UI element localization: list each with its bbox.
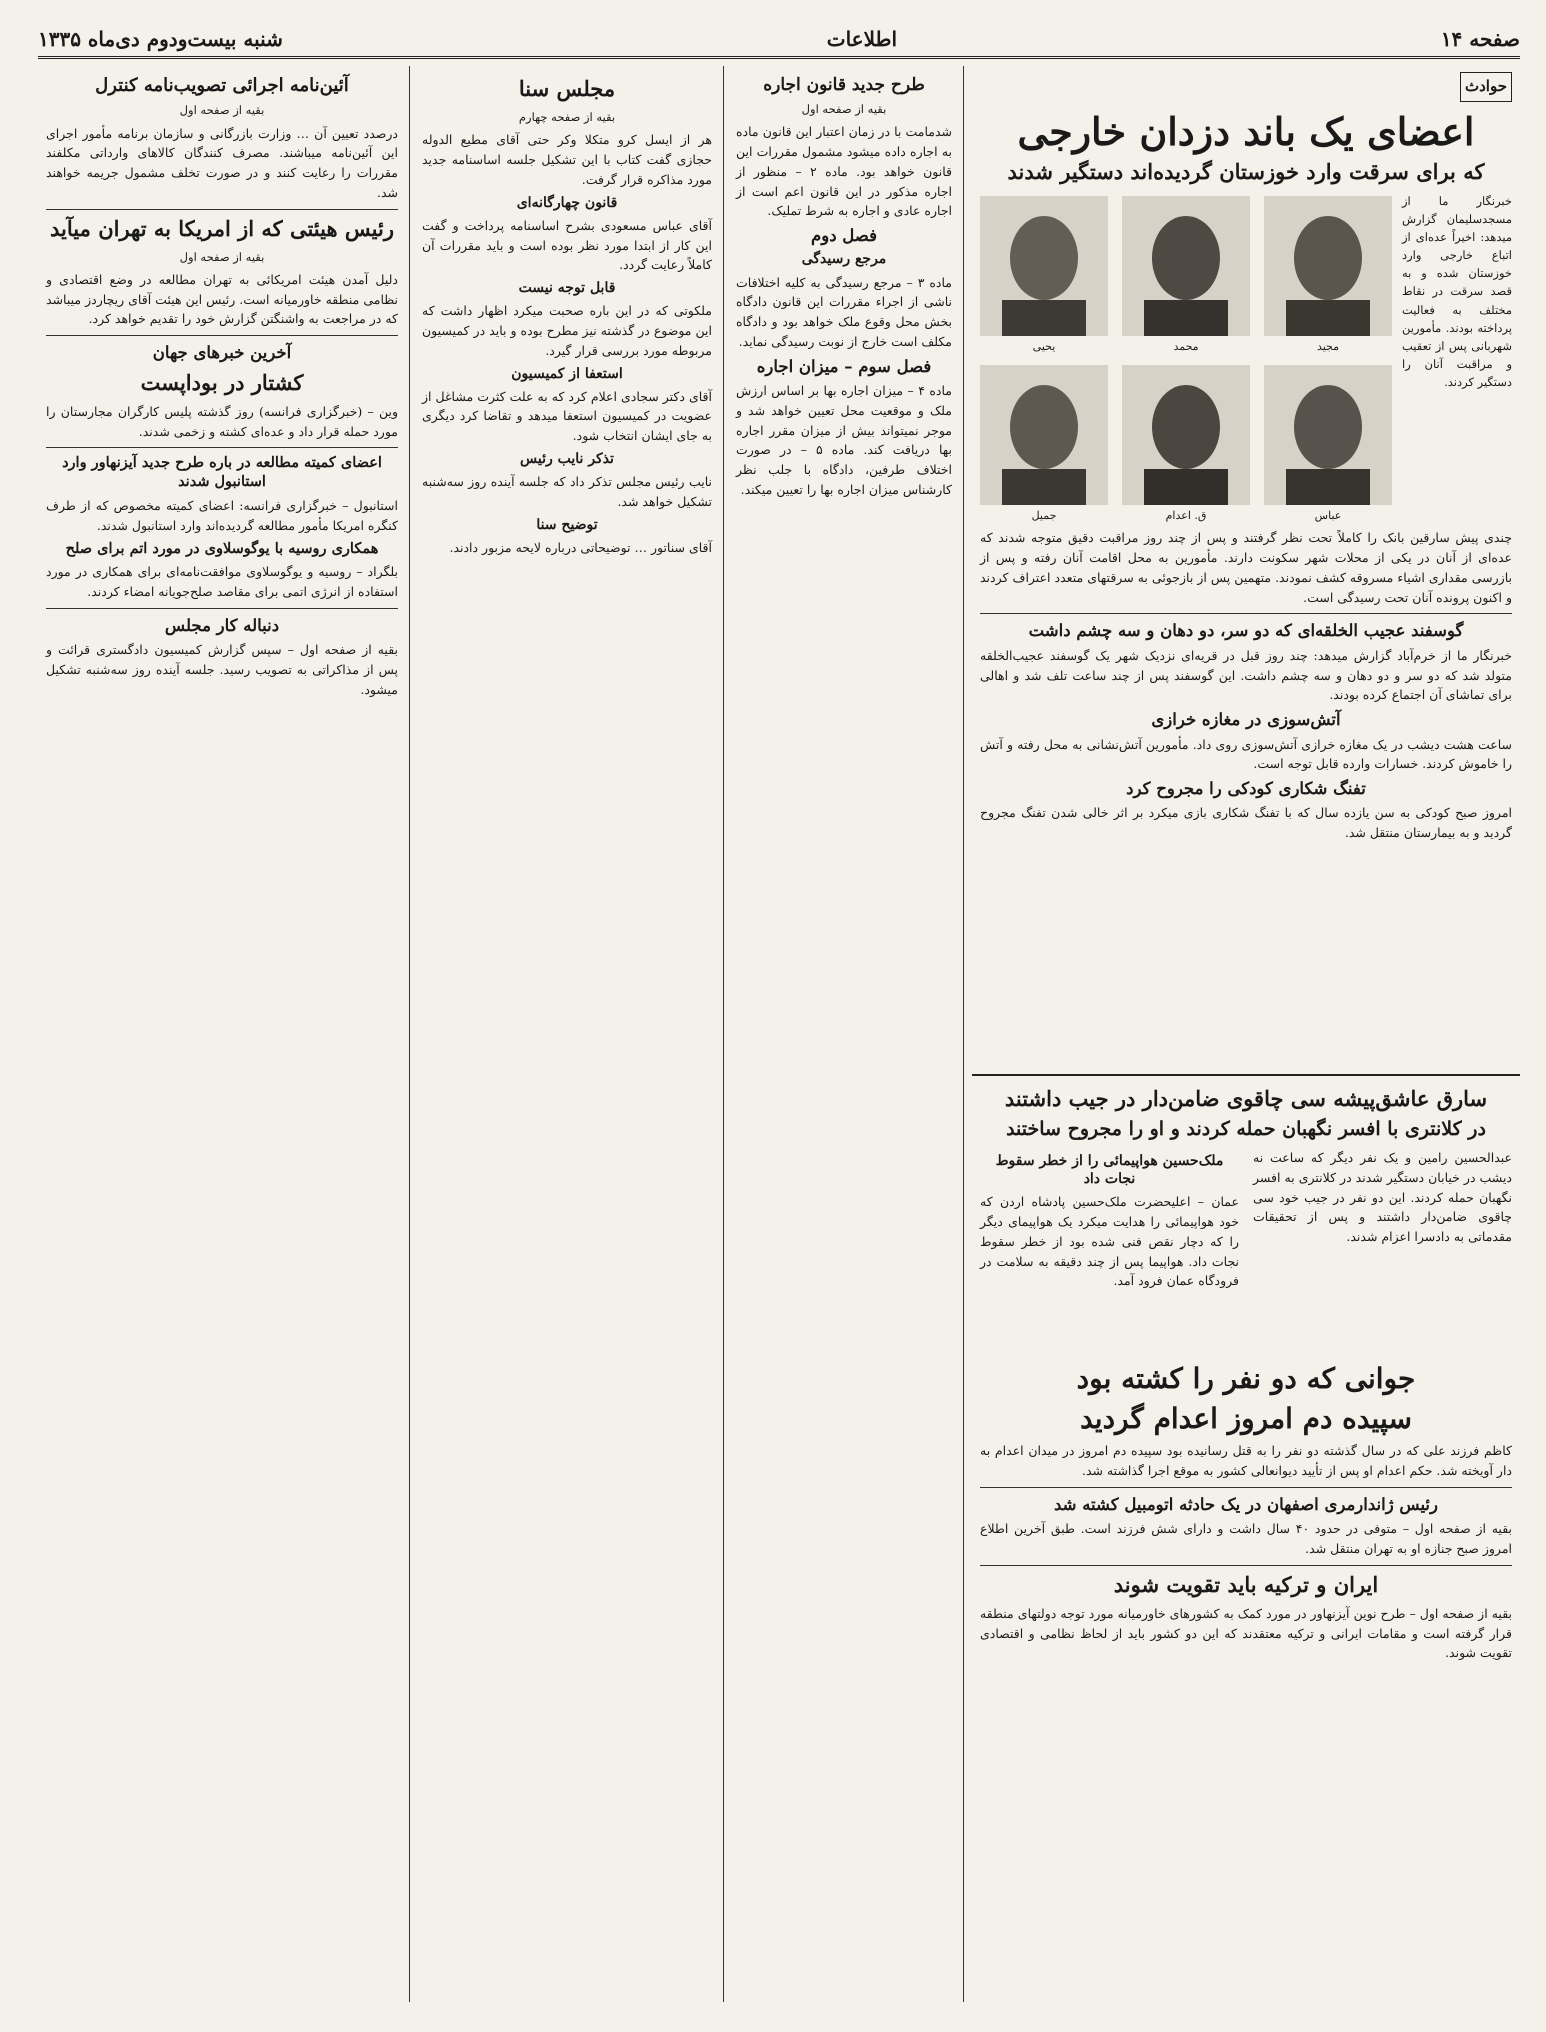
- column-rule: [409, 66, 410, 2002]
- senate-body: آقای دکتر سجادی اعلام کرد که به علت کثرت مشاغل از عضویت در کمیسیون استعفا میدهد و تقاضا کرد دیگری به جای ایشان انتخاب شود.: [422, 388, 712, 444]
- main-lead: خبرنگار ما از مسجدسلیمان گزارش میدهد: اخیراً عده‌ای از اتباع خارجی وارد خوزستان شده و به قصد سرقت در نقاط مختلف به فعالیت پرداخته بودند. مأمورین شهربانی پس از تعقیب و مراقبت آنان را دستگیر کردند.: [1402, 193, 1512, 390]
- rent-law-body: شدمامت با در زمان اعتبار این قانون ماده به اجاره داده میشود مشمول مقررات این قانون خواهد بود. ماده ۲ – منظور از اجاره مذکور در این قانون اعم است از اجاره عادی و اجاره به شرط تملیک.: [736, 124, 952, 219]
- rent-law-sub: بقیه از صفحه اول: [801, 102, 887, 117]
- atom-body: بلگراد – روسیه و یوگوسلاوی موافقت‌نامه‌ای برای همکاری در مورد استفاده از انرژی اتمی برای مقاصد صلح‌جویانه امضاء کردند.: [46, 564, 398, 600]
- rent-law-headline: طرح جدید قانون اجاره: [763, 75, 925, 95]
- senate-subhead: تذکر نایب رئیس: [520, 450, 614, 467]
- senate-body: نایب رئیس مجلس تذکر داد که جلسه آینده روز سه‌شنبه تشکیل خواهد شد.: [422, 474, 712, 509]
- rent-law-body: ماده ۴ – میزان اجاره بها بر اساس ارزش ملک و موقعیت محل تعیین خواهد شد و موجر نمیتواند بیش از میزان مقرر اجاره بها دریافت کند. ماده ۵ – در صورت اختلاف طرفین، دادگاه با جلب نظر کارشناس میزان اجاره بها را تعیین میکند.: [736, 383, 953, 497]
- page-header: [38, 22, 1520, 59]
- suspect-photo: مجید: [1264, 196, 1392, 355]
- main-story-body: چندی پیش سارقین بانک را کاملاً تحت نظر گرفتند و پس از چند روز مراقبت دقیق متوجه شدند که عده‌ای از آنان در یکی از محلات شهر سکونت دارند. مأمورین به محل اقامت آنان رفته و پس از بازرسی مقداری اشیاء مسروقه کشف نمودند. متهمین پس از بازجوئی به سرقتهای متعدد اعتراف کردند و اکنون پرونده آنان تحت رسیدگی است.: [980, 530, 1512, 605]
- wide-story-body: عبدالحسین رامین و یک نفر دیگر که ساعت نه دیشب در خیابان دستگیر شدند در کلانتری به افسر نگهبان حمله کردند. این دو نفر در جیب خود سی چاقوی ضامن‌دار داشتند و پس از تحقیقات مقدماتی به دادسرا اعزام شدند.: [1253, 1150, 1512, 1244]
- main-headline: اعضای یک باند دزدان خارجی: [1017, 108, 1475, 154]
- majlis-body: بقیه از صفحه اول – سپس گزارش کمیسیون دادگستری قرائت و پس از مذاکراتی به تصویب رسید. جلسه آینده روز سه‌شنبه تشکیل میشود.: [46, 642, 398, 697]
- senate-subhead: استعفا از کمیسیون: [511, 365, 623, 382]
- wide-subheadline: در کلانتری با افسر نگهبان حمله کردند و او را مجروح ساختند: [1006, 1118, 1486, 1141]
- senate-sub: بقیه از صفحه چهارم: [518, 110, 616, 125]
- gendarme-body: بقیه از صفحه اول – متوفی در حدود ۴۰ سال داشت و دارای شش فرزند است. طبق آخرین اطلاع امروز صبح جنازه او به تهران منتقل شد.: [980, 1521, 1513, 1556]
- us-delegation-body: دلیل آمدن هیئت امریکائی به تهران مطالعه در وضع اقتصادی و نظامی منطقه خاورمیانه است. رئیس این هیئت آقای ریچاردز میباشد که در مراجعت به واشنگتن گزارش خود را تقدیم خواهد کرد.: [46, 271, 398, 327]
- newspaper-name: اطلاعات: [826, 27, 898, 51]
- senate-body: ملکوتی که در این باره صحبت میکرد اظهار داشت که این موضوع در گذشته نیز مطرح بوده و باید در کمیسیون مربوطه مورد بررسی قرار گیرد.: [422, 303, 712, 358]
- column-rule: [723, 66, 724, 2002]
- senate-body: آقای سناتور … توضیحاتی درباره لایحه مزبور دادند.: [449, 539, 712, 555]
- majlis-headline: دنباله کار مجلس: [164, 615, 280, 635]
- committee-body: استانبول – خبرگزاری فرانسه: اعضای کمیته مخصوص که از طرف کنگره امریکا مأمور مطالعه گردیده‌اند وارد استانبول شدند.: [46, 498, 398, 533]
- senate-subhead: قابل توجه نیست: [518, 280, 616, 297]
- wide-story: [972, 1074, 1520, 1344]
- iran-body: بقیه از صفحه اول – طرح نوین آیزنهاور در مورد کمک به کشورهای خاورمیانه مورد توجه دولتهای منطقه قرار گرفته است و مقامات ایرانی و ترکیه معتقدند که این دو کشور باید از لحاظ نظامی و اقتصادی تقویت شوند.: [980, 1605, 1512, 1661]
- chapter-subtitle: مرجع رسیدگی: [801, 251, 887, 268]
- story-body: ساعت هشت دیشب در یک مغازه خرازی آتش‌سوزی روی داد. مأمورین آتش‌نشانی به محل رفته و آتش را خاموش کردند. خسارات وارده قابل توجه است.: [980, 736, 1512, 772]
- column-crime-lower: [972, 1352, 1520, 2002]
- suspect-photos: [980, 196, 1392, 525]
- senate-subhead: توضیح سنا: [536, 516, 598, 533]
- chapter-title: فصل دوم: [811, 226, 877, 245]
- execution-headline: جوانی که دو نفر را کشته بود: [1076, 1362, 1416, 1395]
- suspect-photo: یحیی: [980, 196, 1108, 355]
- main-subheadline: که برای سرقت وارد خوزستان گردیده‌اند دستگیر شدند: [1007, 159, 1485, 185]
- story-body: امروز صبح کودکی به سن یازده سال که با تفنگ شکاری بازی میکرد بر اثر خالی شدن تفنگ مجروح گردید و به بیمارستان منتقل شد.: [980, 805, 1512, 841]
- world-news-headline: کشتار در بوداپست: [140, 369, 304, 395]
- senate-headline: مجلس سنا: [518, 76, 616, 101]
- story-headline: گوسفند عجیب الخلقه‌ای که دو سر، دو دهان و سه چشم داشت: [1028, 621, 1464, 641]
- divider: [46, 209, 398, 210]
- committee-headline: اعضای کمیته مطالعه در باره طرح جدید آیزنهاور وارد استانبول شدند: [62, 454, 382, 491]
- senate-body: آقای عباس مسعودی بشرح اساسنامه پرداخت و گفت این کار از ابتدا مورد نظر بوده است و باید مقررات آن کاملاً رعایت گردد.: [422, 217, 712, 273]
- column-rent-law: [728, 66, 960, 2002]
- execution-subheadline: سپیده دم امروز اعدام گردید: [1080, 1401, 1412, 1435]
- iran-headline: ایران و ترکیه باید تقویت شوند: [1113, 1571, 1379, 1597]
- divider: [46, 335, 398, 336]
- us-delegation-sub: بقیه از صفحه اول: [179, 249, 265, 264]
- suspect-photo: عباس: [1264, 365, 1392, 524]
- gendarme-headline: رئیس ژاندارمری اصفهان در یک حادثه اتومبیل کشته شد: [1053, 1494, 1438, 1514]
- world-news-body: وین – (خبرگزاری فرانسه) روز گذشته پلیس کارگران مجارستان را مورد حمله قرار داد و عده‌ای کشته و زخمی شدند.: [46, 403, 398, 439]
- divider: [46, 447, 398, 448]
- execution-body: کاظم فرزند علی که در سال گذشته دو نفر را به قتل رسانیده بود سپیده دم امروز در میدان اعدام به دار آویخته شد. حکم اعدام او پس از تأیید دیوانعالی کشور به موقع اجرا گذاشته شد.: [980, 1443, 1512, 1478]
- rent-law-body: ماده ۳ – مرجع رسیدگی به کلیه اختلافات ناشی از اجراء مقررات این قانون دادگاه بخش محل وقوع ملک خواهد بود و دادگاه مکلف است خارج از نوبت رسیدگی نماید.: [736, 274, 952, 349]
- story-body: خبرنگار ما از خرم‌آباد گزارش میدهد: چند روز قبل در قریه‌ای نزدیک شهر یک گوسفند عجیب‌الخلقه متولد شد که دو سر و دو دهان و سه چشم داشت. این گوسفند پس از چند ساعت تلف شد و اهالی برای تماشای آن اجتماع کرده بودند.: [980, 647, 1512, 703]
- column-senate: [414, 66, 720, 2002]
- suspect-photo: محمد: [1122, 196, 1250, 355]
- wide-headline: سارق عاشق‌پیشه سی چاقوی ضامن‌دار در جیب داشتند: [1004, 1086, 1488, 1111]
- column-world: [38, 66, 406, 2002]
- divider: [46, 608, 398, 609]
- senate-subhead: قانون چهارگانه‌ای: [516, 194, 618, 211]
- story-headline: تفنگ شکاری کودکی را مجروح کرد: [1126, 779, 1366, 798]
- divider: [980, 1565, 1512, 1566]
- control-law-headline: آئین‌نامه اجرائی تصویب‌نامه کنترل: [95, 75, 349, 96]
- control-law-sub: بقیه از صفحه اول: [179, 103, 265, 118]
- world-news-label: آخرین خبرهای جهان: [152, 343, 292, 363]
- suspect-photo: جمیل: [980, 365, 1108, 524]
- page-number: صفحه ۱۴: [1440, 27, 1520, 51]
- divider: [980, 613, 1512, 614]
- story-body: عمان – اعلیحضرت ملک‌حسین پادشاه اردن که خود هواپیمائی را هدایت میکرد یک هواپیمای دیگر را که دچار نقص فنی شده بود از خطر سقوط نجات داد. هواپیما پس از چند دقیقه به سلامت در فرودگاه عمان فرود آمد.: [980, 1194, 1239, 1289]
- senate-body: هر از ایسل کرو متکلا وکر حتی آقای مطیع الدوله حجازی گفت کتاب با این تشکیل جلسه اساسنامه جدید مورد مذاکره قرار گرفت.: [422, 132, 712, 187]
- story-headline: ملک‌حسین هواپیمائی را از خطر سقوط نجات داد: [995, 1153, 1224, 1188]
- issue-date: شنبه بیست‌ودوم دی‌ماه ۱۳۳۵: [38, 27, 283, 51]
- atom-headline: همکاری روسیه با یوگوسلاوی در مورد اتم برای صلح: [65, 539, 379, 557]
- control-law-body: درصدد تعیین آن … وزارت بازرگانی و سازمان برنامه مأمور اجرای این آئین‌نامه میباشند. مصرف کنندگان کالاهای وارداتی مکلفند مقررات را رعایت کنند و در صورت تخلف مشمول جریمه خواهند شد.: [46, 125, 398, 200]
- column-rule: [963, 66, 964, 2002]
- divider: [980, 1487, 1512, 1488]
- section-label: حوادث: [1460, 72, 1512, 102]
- chapter-title: فصل سوم – میزان اجاره: [756, 356, 932, 376]
- us-delegation-headline: رئیس هیئتی که از امریکا به تهران میآید: [50, 215, 394, 241]
- story-headline: آتش‌سوزی در مغازه خرازی: [1151, 710, 1341, 730]
- suspect-photo: ق. اعدام: [1122, 365, 1250, 524]
